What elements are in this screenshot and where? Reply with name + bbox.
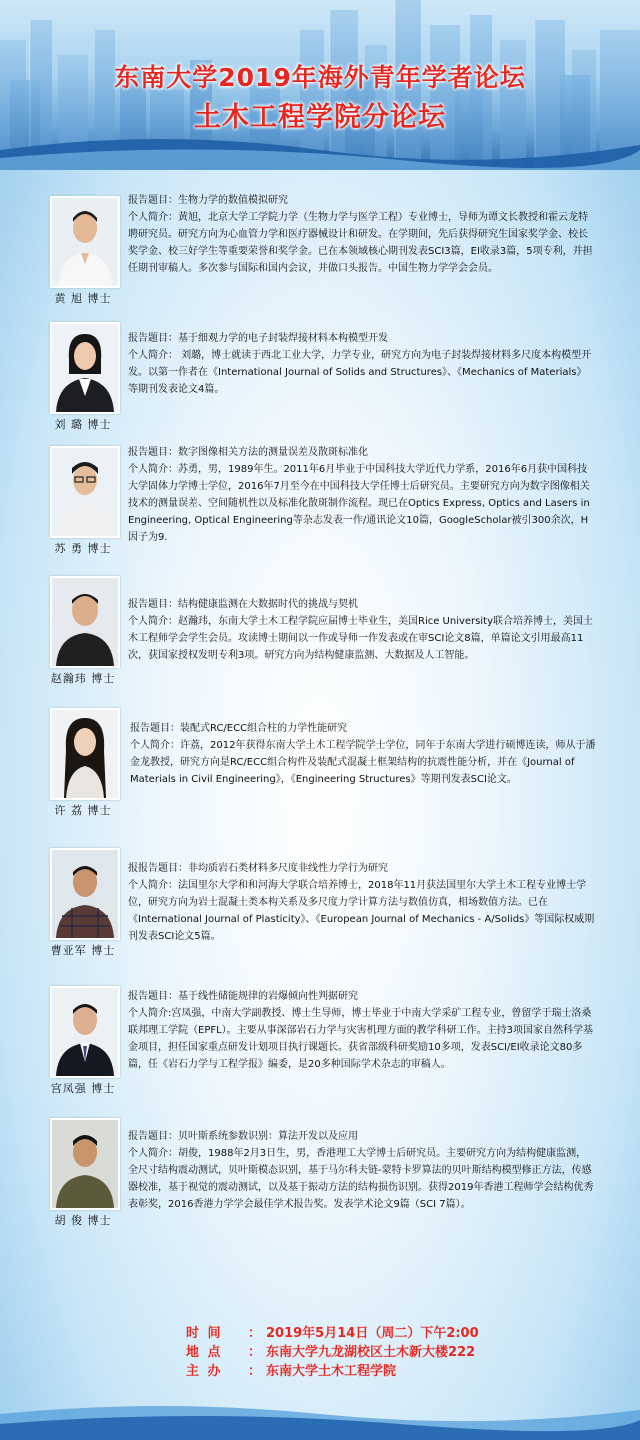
- speaker-name: 胡 俊 博士: [54, 1214, 112, 1227]
- speaker-name: 刘 璐 博士: [54, 418, 112, 431]
- speaker-name: 黄 旭 博士: [54, 292, 112, 305]
- separator: ：: [248, 1326, 262, 1341]
- report-topic: 报告题目：基于线性储能规律的岩爆倾向性判据研究: [128, 991, 358, 1002]
- host-label: 主 办: [186, 1364, 223, 1379]
- speaker-text: [128, 988, 596, 1073]
- speaker-photo: [50, 708, 120, 800]
- separator: ：: [248, 1364, 262, 1379]
- speaker-text: [128, 330, 596, 398]
- speaker-intro: 个人简介：赵瀚玮，东南大学土木工程学院应届博士毕业生，美国Rice University联合培养博士，美国土木工程师学会学生会员。攻读博士期间以一作或导师一作发表或在审SCI论文8篇，单篇论文引用最高11次，获国家授权发明专利3项。研究方向为结构健康监测、大数据及人工智能。: [128, 616, 593, 661]
- speaker-intro: 个人简介:宫凤强，中南大学副教授、博士生导师，博士毕业于中南大学采矿工程专业，曾留学于瑞士洛桑联邦理工学院（EPFL）。主要从事深部岩石力学与灾害机理方面的教学科研工作。主持3项国家自然科学基金项目，担任国家重点研发计划项目执行课题长。获省部级科研奖励10多项，发表SCI/EI收录论文80多篇，任《岩石力学与工程学报》编委，是20多种国际学术杂志的审稿人。: [128, 1008, 594, 1070]
- speaker-text: [128, 192, 596, 277]
- speaker-name: 许 荔 博士: [54, 804, 112, 817]
- bottom-wave-decoration: [0, 1396, 640, 1440]
- place-value: 东南大学九龙湖校区土木新大楼222: [266, 1345, 476, 1360]
- host-value: 东南大学土木工程学院: [266, 1364, 397, 1379]
- event-host-row: [186, 1362, 546, 1381]
- speaker-text: [128, 860, 596, 945]
- time-label: 时 间: [186, 1326, 223, 1341]
- speaker-text: [128, 596, 596, 664]
- report-topic: 报告题目：结构健康监测在大数据时代的挑战与契机: [128, 599, 358, 610]
- speaker-text: [130, 720, 598, 788]
- report-topic: 报告题目：贝叶斯系统参数识别：算法开发以及应用: [128, 1131, 358, 1142]
- report-topic: 报告题目：基于细观力学的电子封装焊接材料本构模型开发: [128, 333, 388, 344]
- speaker-name: 赵瀚玮 博士: [50, 672, 116, 685]
- speaker-name: 宫凤强 博士: [50, 1082, 116, 1095]
- speaker-intro: 个人简介：黄旭，北京大学工学院力学（生物力学与医学工程）专业博士，导师为谭文长教授和霍云龙特聘研究员。研究方向为心血管力学和医疗器械设计和研发。在学期间，先后获得研究生国家奖学金、校长奖学金、校三好学生等重要荣誉和奖学金。已在本领域核心期刊发表SCI3篇，EI收录3篇，5项专利，并担任期刊审稿人。多次参与国际和国内会议，并做口头报告。中国生物力学学会会员。: [128, 212, 593, 274]
- speaker-intro: 个人简介：苏勇，男，1989年生。2011年6月毕业于中国科技大学近代力学系，2016年6月获中国科技大学固体力学博士学位，2016年7月至今在中国科技大学任博士后研究员。主要研究方向为数字图像相关技术的测量误差、空间随机性以及标准化散斑制作流程。现已在Optics Express, Optics and Lasers in Engineering, Optical Engineering等杂志发表一作/通讯论文10篇，GoogleScholar被引300余次，H因子为9.: [128, 464, 590, 543]
- event-place-row: [186, 1343, 546, 1362]
- event-info: [186, 1324, 546, 1381]
- speaker-photo: [50, 446, 120, 538]
- speaker-text: [128, 444, 596, 546]
- speaker-photo: [50, 848, 120, 940]
- separator: ：: [248, 1345, 262, 1360]
- speaker-photo: [50, 196, 120, 288]
- speaker-intro: 个人简介：法国里尔大学和和河海大学联合培养博士，2018年11月获法国里尔大学土木工程专业博士学位，研究方向为岩土混凝土类本构关系及多尺度力学计算方法与数值仿真，相场数值方法。已在 《International Journal of Plasticity》、《European Journal of Mechanics - A/Solids》等国际权威期刊发表SCI论文5篇。: [128, 880, 595, 942]
- speaker-intro: 个人简介：胡俊，1988年2月3日生，男，香港理工大学博士后研究员。主要研究方向为结构健康监测，全尺寸结构震动测试，贝叶斯模态识别，基于马尔科夫链-蒙特卡罗算法的贝叶斯结构模型修正方法，传感器校准，基于视觉的震动测试，以及基于振动方法的结构损伤识别。获得2019年香港工程师学会结构优秀表彰奖，2016香港力学学会最佳学术报告奖。发表学术论文9篇（SCI 7篇）。: [128, 1148, 594, 1210]
- report-topic: 报告题目：装配式RC/ECC组合柱的力学性能研究: [130, 723, 348, 734]
- speaker-intro: 个人简介：许荔，2012年获得东南大学土木工程学院学士学位，同年于东南大学进行硕博连读，师从于潘金龙教授，研究方向是RC/ECC组合构件及装配式混凝土框架结构的抗震性能分析，并在《Journal of Materials in Civil Engineering》，《Engineering Structures》等期刊发表SCI论文。: [130, 740, 596, 785]
- report-topic: 报告题目：生物力学的数值模拟研究: [128, 195, 288, 206]
- speaker-text: [128, 1128, 596, 1213]
- report-topic: 报告题目：数字图像相关方法的测量误差及散斑标准化: [128, 447, 368, 458]
- speaker-name: 苏 勇 博士: [54, 542, 112, 555]
- speaker-photo: [50, 1118, 120, 1210]
- speaker-photo: [50, 576, 120, 668]
- page-title-line2: 土木工程学院分论坛: [194, 102, 446, 133]
- page-title-line1: 东南大学2019年海外青年学者论坛: [114, 63, 526, 92]
- header-banner: [0, 0, 640, 170]
- report-topic: 报报告题目：非均质岩石类材料多尺度非线性力学行为研究: [128, 863, 388, 874]
- speaker-name: 曹亚军 博士: [50, 944, 116, 957]
- speaker-intro: 个人简介： 刘璐，博士就读于西北工业大学，力学专业，研究方向为电子封装焊接材料多尺度本构模型开发。以第一作者在《International Journal of Solids and Structures》、《Mechanics of Materials》等期刊发表论文4篇。: [128, 350, 592, 395]
- speaker-photo: [50, 986, 120, 1078]
- time-value: 2019年5月14日（周二）下午2:00: [266, 1326, 479, 1341]
- place-label: 地 点: [186, 1345, 223, 1360]
- event-time-row: [186, 1324, 546, 1343]
- speaker-photo: [50, 322, 120, 414]
